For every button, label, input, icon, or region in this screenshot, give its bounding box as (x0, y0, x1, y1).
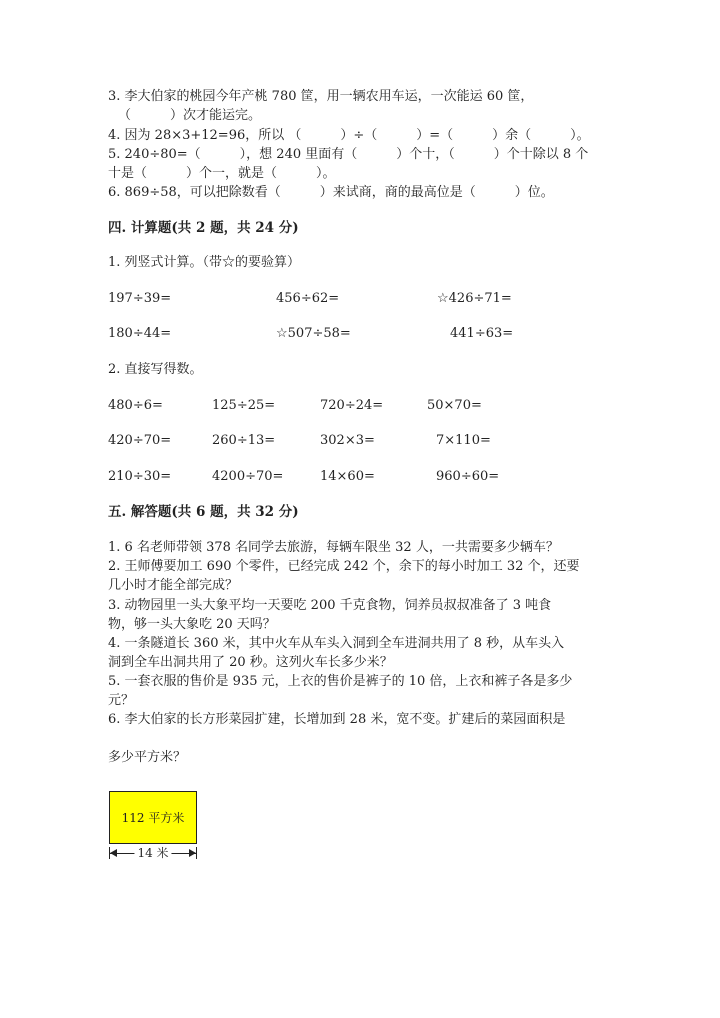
mental-math-item: 720÷24= (320, 398, 384, 413)
arrow-left-icon (110, 849, 117, 857)
mental-math-item: 260÷13= (212, 433, 276, 448)
calc-item: 441÷63= (450, 326, 514, 341)
calc-item: 456÷62= (276, 291, 340, 306)
length-dimension (109, 843, 197, 863)
mental-math-item: 302×3= (320, 433, 375, 448)
mental-math-item: 210÷30= (108, 469, 172, 484)
calc-item: 197÷39= (108, 291, 172, 306)
arrow-right-icon (189, 849, 196, 857)
section4-q1-prompt: 1. 列竖式计算。（带☆的要验算） (108, 255, 301, 270)
fill-in-q5-line2: 十是（ ）个一，就是（ ）。 (108, 166, 336, 181)
problem-line: 5. 一套衣服的售价是 935 元，上衣的售价是裤子的 10 倍，上衣和裤子各是多少 (108, 674, 573, 689)
calc-item: 180÷44= (108, 326, 172, 341)
section4-q2-prompt: 2. 直接写得数。 (108, 362, 203, 377)
mental-math-item: 125÷25= (212, 398, 276, 413)
section4-title: 四. 计算题(共 2 题，共 24 分) (108, 220, 299, 236)
mental-math-item: 14×60= (320, 469, 375, 484)
mental-math-item: 50×70= (427, 398, 482, 413)
problem-line: 1. 6 名老师带领 378 名同学去旅游，每辆车限坐 32 人，一共需要多少辆车？ (108, 540, 559, 555)
fill-in-q4: 4. 因为 28×3+12=96，所以 （ ）÷（ ）=（ ）余（ ）。 (108, 128, 590, 143)
fill-in-q3-line2: （ ）次才能运完。 (118, 108, 262, 123)
length-label: 14 米 (134, 844, 171, 862)
fill-in-q5-line1: 5. 240÷80=（ ），想 240 里面有（ ）个十，（ ）个十除以 8 个 (108, 147, 589, 162)
calc-item: ☆426÷71= (437, 291, 512, 306)
mental-math-item: 4200÷70= (212, 469, 284, 484)
problem-line: 元？ (108, 693, 135, 708)
problem-line: 多少平方米？ (108, 750, 187, 765)
mental-math-item: 480÷6= (108, 398, 163, 413)
problem-line: 3. 动物园里一头大象平均一天要吃 200 千克食物，饲养员叔叔准备了 3 吨食 (108, 598, 552, 613)
dimension-tick-right (196, 847, 197, 859)
fill-in-q6: 6. 869÷58，可以把除数看（ ）来试商，商的最高位是（ ）位。 (108, 185, 554, 200)
calc-item: ☆507÷58= (276, 326, 351, 341)
garden-rectangle (109, 791, 197, 844)
area-label: 112 平方米 (121, 811, 185, 825)
problem-line: 2. 王师傅要加工 690 个零件，已经完成 242 个，余下的每小时加工 32 个，还要 (108, 559, 580, 574)
problem-line: 洞到全车出洞共用了 20 秒。这列火车长多少米？ (108, 655, 393, 670)
mental-math-item: 7×110= (436, 433, 491, 448)
mental-math-item: 420÷70= (108, 433, 172, 448)
problem-line: 4. 一条隧道长 360 米，其中火车从车头入洞到全车进洞共用了 8 秒，从车头入 (108, 636, 565, 651)
problem-line: 物，够一头大象吃 20 天吗？ (108, 617, 276, 632)
mental-math-item: 960÷60= (436, 469, 500, 484)
section5-title: 五. 解答题(共 6 题，共 32 分) (108, 504, 299, 520)
fill-in-q3-line1: 3. 李大伯家的桃园今年产桃 780 筐，用一辆农用车运，一次能运 60 筐， (108, 89, 534, 104)
problem-line: 几小时才能全部完成？ (108, 578, 239, 593)
problem-line: 6. 李大伯家的长方形菜园扩建，长增加到 28 米，宽不变。扩建后的菜园面积是 (108, 712, 566, 727)
